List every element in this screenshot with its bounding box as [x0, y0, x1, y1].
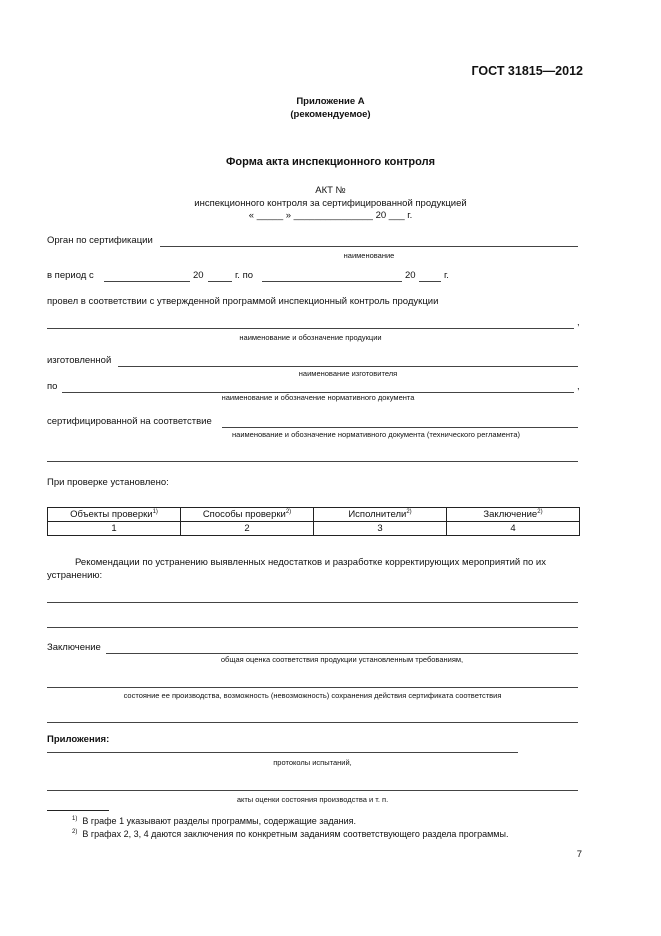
- recommendations-line2: устранению:: [47, 570, 103, 581]
- manufacturer-label: изготовленной: [47, 355, 112, 366]
- comma: ,: [577, 317, 580, 328]
- per-caption: наименование и обозначение нормативного документа: [221, 393, 415, 402]
- period-to-line: [262, 281, 402, 282]
- table-cell: 3: [314, 522, 447, 536]
- inspection-table: [47, 507, 580, 536]
- appendix-type: (рекомендуемое): [290, 109, 371, 120]
- conclusion-fill-line: [106, 653, 578, 654]
- form-title: Форма акта инспекционного контроля: [226, 156, 435, 168]
- comma: ,: [577, 381, 580, 392]
- found-label: При проверке установлено:: [47, 477, 169, 488]
- period-end: г.: [444, 270, 449, 281]
- period-year2: 20: [405, 270, 416, 281]
- conclusion-caption1: общая оценка соответствия продукции установленным требованиям,: [220, 655, 464, 664]
- footnote-separator: [47, 810, 109, 811]
- certified-fill-line: [222, 427, 578, 428]
- table-cell: 2: [181, 522, 314, 536]
- page-number: 7: [576, 849, 582, 860]
- attachments-caption1: протоколы испытаний,: [273, 758, 352, 767]
- per-label: по: [47, 381, 58, 392]
- conclusion-caption2: состояние ее производства, возможность (невозможность) сохранения действия сертификата соответствия: [123, 691, 502, 700]
- standard-number: ГОСТ 31815—2012: [471, 64, 583, 78]
- product-fill-line: [47, 328, 574, 329]
- certified-label: сертифицированной на соответствие: [47, 416, 212, 427]
- recommendations-fill-line: [47, 602, 578, 603]
- table-cell: 1: [48, 522, 181, 536]
- period-year2-line: [419, 281, 441, 282]
- appendix-title: Приложение А: [296, 96, 365, 107]
- certified-extra-line: [47, 461, 578, 462]
- table-header-cell: Способы проверки$^{2)}$: [181, 508, 314, 522]
- conclusion-fill-line: [47, 687, 578, 688]
- body-fill-line: [160, 246, 578, 247]
- period-from-label: в период с: [47, 270, 94, 281]
- certified-caption: наименование и обозначение нормативного документа (технического регламента): [232, 430, 521, 439]
- act-date-line: « _____ » _______________ 20 ___ г.: [248, 210, 413, 221]
- footnote-2: $^{2)}$ В графах 2, 3, 4 даются заключения по конкретным заданиям соответствующего раздела программы.: [72, 829, 509, 839]
- body-label: Орган по сертификации: [47, 235, 153, 246]
- manufacturer-fill-line: [118, 366, 578, 367]
- manufacturer-caption: наименование изготовителя: [298, 369, 398, 378]
- table-header-row: [48, 508, 580, 522]
- period-from-line: [104, 281, 190, 282]
- table-header-cell: Заключение$^{2)}$: [447, 508, 580, 522]
- act-subtitle: инспекционного контроля за сертифицированной продукцией: [194, 198, 467, 209]
- attachments-fill-line: [47, 752, 518, 753]
- conducted-text: провел в соответствии с утвержденной программой инспекционный контроль продукции: [47, 296, 439, 307]
- attachments-fill-line: [47, 790, 578, 791]
- conclusion-label: Заключение: [47, 642, 101, 653]
- table-header-cell: Объекты проверки$^{1)}$: [48, 508, 181, 522]
- act-title: АКТ №: [315, 185, 346, 196]
- conclusion-fill-line: [47, 722, 578, 723]
- product-caption: наименование и обозначение продукции: [239, 333, 382, 342]
- attachments-caption2: акты оценки состояния производства и т. п.: [236, 795, 389, 804]
- footnote-1: $^{1)}$ В графе 1 указывают разделы программы, содержащие задания.: [72, 816, 357, 826]
- recommendations-fill-line: [47, 627, 578, 628]
- recommendations-line1: Рекомендации по устранению выявленных недостатков и разработке корректирующих мероприятий по их: [75, 557, 546, 568]
- attachments-title: Приложения:: [47, 734, 110, 745]
- period-year1-line: [208, 281, 232, 282]
- table-header-cell: Исполнители$^{2)}$: [314, 508, 447, 522]
- period-to-label: г. по: [235, 270, 254, 281]
- period-year1: 20: [193, 270, 204, 281]
- body-caption: наименование: [343, 251, 395, 260]
- table-number-row: [48, 522, 580, 536]
- table-cell: 4: [447, 522, 580, 536]
